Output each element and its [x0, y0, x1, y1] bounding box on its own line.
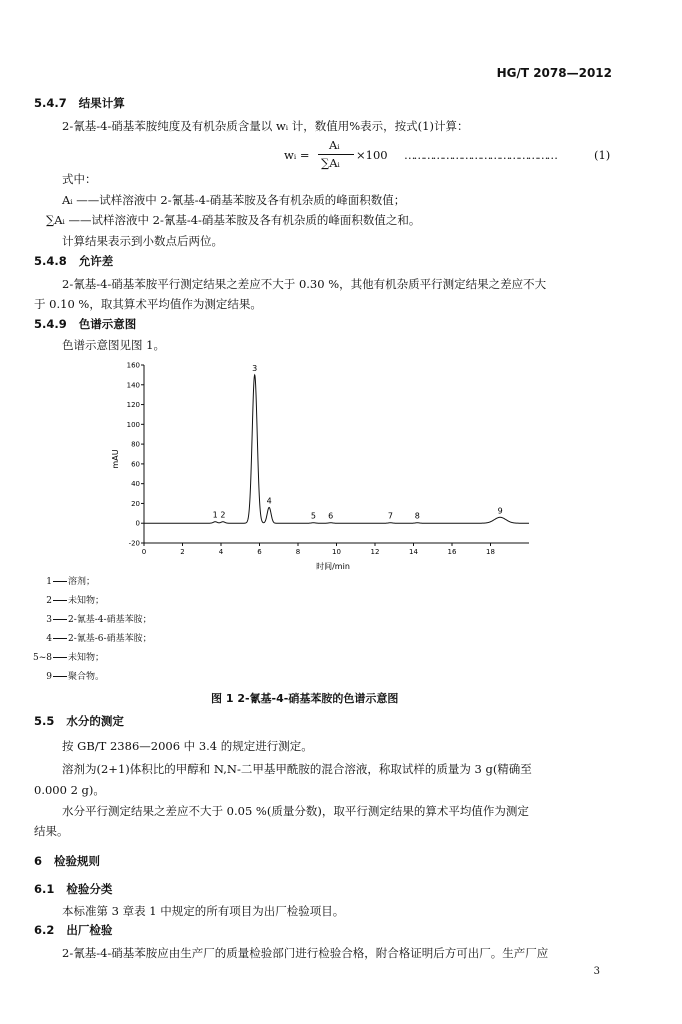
paragraph: 色谱示意图见图 1。	[62, 338, 165, 352]
paragraph: 按 GB/T 2386—2006 中 3.4 的规定进行测定。	[62, 739, 313, 753]
legend-item	[30, 611, 230, 630]
paragraph: 式中：	[62, 172, 97, 186]
legend-text: 2-氰基-6-硝基苯胺；	[68, 634, 152, 644]
x-axis-label: 时间/min	[316, 562, 350, 571]
paragraph: 于 0.10 %，取其算术平均值作为测定结果。	[34, 297, 262, 311]
paragraph: 溶剂为(2+1)体积比的甲醇和 N,N-二甲基甲酰胺的混合溶液，称取试样的质量为 3 g(精确至	[62, 762, 532, 776]
formula-tail: ×100	[356, 148, 388, 162]
paragraph: 0.000 2 g)。	[34, 783, 105, 797]
legend-number: 4	[46, 634, 52, 644]
legend-number: 9	[46, 672, 52, 682]
x-tick-label: 16	[447, 548, 457, 556]
section-number: 5.4.7	[34, 96, 67, 110]
peak-label: 9	[497, 506, 503, 516]
peak-label: 7	[387, 511, 393, 521]
x-tick-label: 10	[332, 548, 341, 556]
legend-dash	[53, 638, 67, 639]
legend-item	[30, 649, 230, 668]
legend-item	[30, 573, 230, 592]
peak-label: 8	[414, 511, 420, 521]
section-6-1-heading	[34, 881, 112, 897]
y-tick-label: 40	[131, 480, 140, 489]
section-number: 6.2	[34, 923, 55, 937]
definition-item: ∑Aᵢ ——试样溶液中 2-氰基-4-硝基苯胺及各有机杂质的峰面积数值之和。	[46, 213, 421, 227]
paragraph: 本标准第 3 章表 1 中规定的所有项目为出厂检验项目。	[62, 904, 345, 918]
equation-number: (1)	[594, 148, 611, 162]
formula-1	[284, 138, 624, 172]
section-title: 出厂检验	[66, 923, 113, 937]
page-number: 3	[593, 966, 600, 977]
fraction-bar	[318, 154, 354, 155]
section-title: 水分的测定	[66, 714, 124, 728]
legend-text: 未知物；	[68, 596, 105, 606]
section-title: 检验分类	[66, 882, 113, 896]
figure-legend	[30, 573, 230, 687]
section-6-2-heading	[34, 922, 112, 938]
paragraph: 计算结果表示到小数点后两位。	[62, 234, 223, 248]
y-tick-label: 100	[126, 420, 140, 429]
section-6-heading	[34, 853, 100, 869]
section-title: 检验规则	[54, 854, 101, 868]
section-number: 6.1	[34, 882, 55, 896]
x-tick-label: 0	[141, 548, 147, 556]
peak-label: 3	[252, 363, 258, 373]
legend-text: 2-氰基-4-硝基苯胺；	[68, 615, 152, 625]
legend-dash	[53, 581, 67, 582]
standard-number: HG/T 2078—2012	[496, 66, 612, 80]
x-tick-label: 6	[257, 548, 262, 556]
y-tick-label: 80	[131, 440, 140, 449]
y-tick-label: 140	[126, 381, 140, 390]
section-5-4-9-heading	[34, 316, 136, 332]
section-5-4-8-heading	[34, 253, 113, 269]
legend-number: 5~8	[33, 653, 52, 663]
legend-dash	[53, 600, 67, 601]
legend-text: 溶剂；	[68, 577, 96, 587]
x-tick-label: 14	[409, 548, 418, 556]
peak-label: 2	[220, 510, 226, 520]
section-number: 6	[34, 854, 43, 868]
x-tick-label: 4	[218, 548, 224, 556]
peak-label: 4	[266, 496, 272, 506]
legend-item	[30, 668, 230, 687]
paragraph: 2-氰基-4-硝基苯胺平行测定结果之差应不大于 0.30 %，其他有机杂质平行测定结果之差应不大	[62, 277, 547, 291]
section-title: 结果计算	[78, 96, 125, 110]
x-tick-label: 12	[370, 548, 380, 556]
y-tick-label: 120	[126, 401, 140, 410]
legend-item	[30, 592, 230, 611]
section-number: 5.4.8	[34, 254, 67, 268]
legend-number: 3	[46, 615, 52, 625]
legend-dash	[53, 657, 67, 658]
chromatogram-trace	[144, 375, 529, 523]
x-tick-label: 8	[295, 548, 301, 556]
section-5-4-7-heading	[34, 95, 125, 111]
legend-dash	[53, 619, 67, 620]
x-tick-label: 18	[486, 548, 495, 556]
paragraph: 结果。	[34, 824, 69, 838]
legend-item	[30, 630, 230, 649]
chromatogram-chart	[100, 355, 540, 575]
legend-text: 聚合物。	[68, 672, 105, 682]
formula-denominator: ∑Aᵢ	[321, 156, 340, 170]
peak-label: 6	[328, 511, 334, 521]
section-title: 允许差	[78, 254, 114, 268]
definition-item: Aᵢ ——试样溶液中 2-氰基-4-硝基苯胺及各有机杂质的峰面积数值；	[62, 193, 406, 207]
paragraph: 2-氰基-4-硝基苯胺纯度及有机杂质含量以 wᵢ 计，数值用%表示，按式(1)计算：	[62, 119, 469, 133]
y-tick-label: 160	[126, 361, 140, 370]
section-title: 色谱示意图	[78, 317, 137, 331]
y-axis-label: mAU	[111, 449, 120, 469]
x-tick-label: 2	[180, 548, 185, 556]
legend-number: 2	[46, 596, 52, 606]
y-tick-label: 20	[131, 499, 140, 508]
section-number: 5.5	[34, 714, 55, 728]
legend-number: 1	[46, 577, 52, 587]
legend-text: 未知物；	[68, 653, 105, 663]
y-tick-label: 0	[135, 519, 140, 528]
peak-label: 5	[310, 511, 316, 521]
paragraph: 水分平行测定结果之差应不大于 0.05 %(质量分数)，取平行测定结果的算术平均值作为测定	[62, 804, 529, 818]
section-number: 5.4.9	[34, 317, 67, 331]
section-5-5-heading	[34, 713, 124, 729]
figure-caption: 图 1 2-氰基-4-硝基苯胺的色谱示意图	[211, 692, 399, 705]
paragraph: 2-氰基-4-硝基苯胺应由生产厂的质量检验部门进行检验合格，附合格证明后方可出厂。生产厂应	[62, 946, 549, 960]
peak-label: 1	[212, 510, 218, 520]
legend-dash	[53, 676, 67, 677]
formula-leader-dots: …………………………………………	[404, 148, 556, 162]
y-tick-label: 60	[131, 460, 140, 469]
formula-numerator: Aᵢ	[329, 138, 340, 152]
y-tick-label: -20	[128, 539, 140, 548]
formula-lhs: wᵢ =	[284, 148, 310, 162]
